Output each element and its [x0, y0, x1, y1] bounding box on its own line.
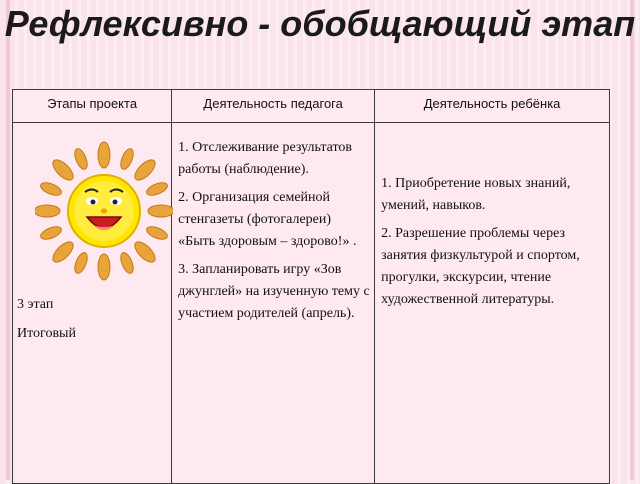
list-item: 2. Разрешение проблемы через занятия физкультурой и спортом, прогулки, экскурсии, чтение художественной литературы.: [381, 226, 580, 307]
stage-number: 3 этап: [17, 297, 54, 312]
project-stages-table: [12, 89, 610, 484]
table-header-row: [13, 90, 610, 123]
stage-name: Итоговый: [17, 326, 76, 341]
child-activity-cell: [375, 123, 610, 484]
smiling-sun-icon: [35, 141, 173, 281]
teacher-activity-cell: [172, 123, 375, 484]
table-row: [13, 123, 610, 484]
left-border: [6, 0, 10, 480]
list-item: 1. Приобретение новых знаний, умений, навыков.: [381, 176, 571, 213]
header-teacher-activity: Деятельность педагога: [172, 90, 375, 123]
slide-title: Рефлексивно - обобщающий этап: [4, 3, 636, 44]
list-item: 1. Отслеживание результатов работы (наблюдение).: [178, 140, 353, 177]
stage-cell: [13, 123, 172, 484]
right-border: [630, 0, 634, 480]
header-child-activity: Деятельность ребёнка: [375, 90, 610, 123]
header-stages: Этапы проекта: [13, 90, 172, 123]
list-item: 3. Запланировать игру «Зов джунглей» на изученную тему с участием родителей (апрель).: [178, 262, 370, 321]
list-item: 2. Организация семейной стенгазеты (фотогалереи) «Быть здоровым – здорово!» .: [178, 190, 357, 249]
